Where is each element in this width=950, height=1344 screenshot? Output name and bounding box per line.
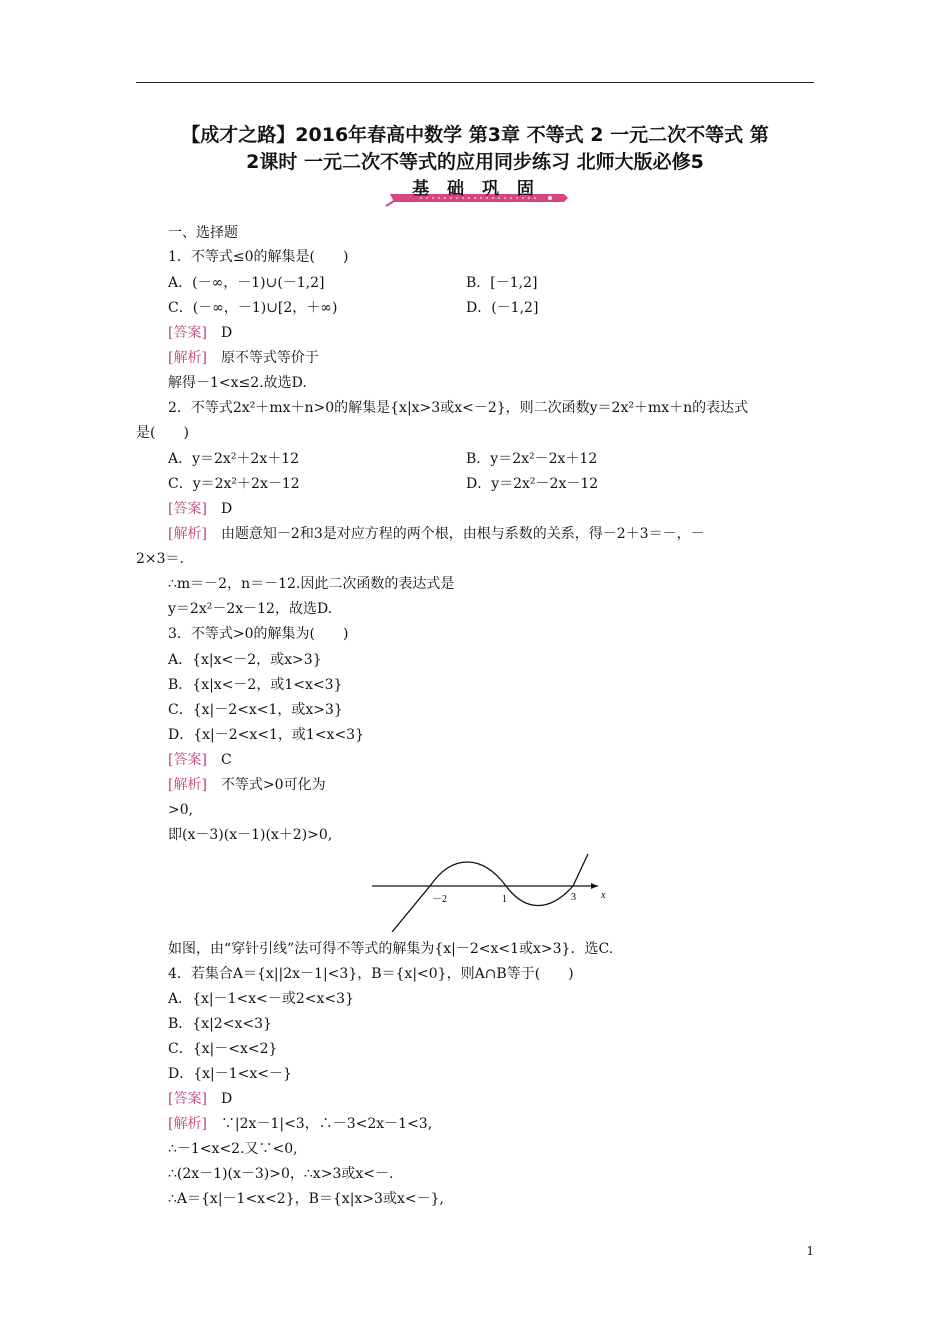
- answer-value: D: [220, 325, 233, 341]
- answer-value: C: [220, 752, 232, 768]
- q2-analysis: [168, 524, 705, 544]
- answer-value: D: [220, 501, 233, 517]
- title-line-2: 2课时 一元二次不等式的应用同步练习 北师大版必修5: [246, 151, 704, 173]
- page-number: 1: [806, 1244, 814, 1258]
- section-heading: 一、选择题: [168, 225, 238, 241]
- analysis-tag: [解析]: [168, 777, 207, 793]
- graph-label-1: 1: [502, 894, 507, 905]
- q3-step-2: 即(x－3)(x－1)(x＋2)>0,: [168, 827, 333, 843]
- q2-option-a: A．y＝2x²＋2x＋12: [168, 451, 300, 467]
- q1-option-c: C．(－∞，－1)∪[2，＋∞): [168, 300, 338, 316]
- analysis-text: 原不等式等价于: [220, 350, 319, 366]
- q3-step-1: >0,: [168, 802, 194, 818]
- q3-answer: [168, 750, 232, 770]
- q1-solution: 解得－1<x≤2.故选D.: [168, 375, 307, 391]
- answer-tag: [答案]: [168, 752, 207, 768]
- q2-step-1: ∴m＝－2，n＝－12.因此二次函数的表达式是: [168, 576, 455, 592]
- graph-axis-x: x: [601, 890, 606, 901]
- question-1: 1．不等式≤0的解集是( ): [168, 249, 349, 265]
- title-line-1: 【成才之路】2016年春高中数学 第3章 不等式 2 一元二次不等式 第: [181, 124, 769, 146]
- q3-option-d: D．{x|－2<x<1，或1<x<3}: [168, 727, 364, 743]
- graph-label-neg2: －2: [432, 894, 447, 905]
- q4-option-b: B．{x|2<x<3}: [168, 1016, 272, 1032]
- q4-step-2: ∴(2x－1)(x－3)>0，∴x>3或x<－.: [168, 1166, 394, 1182]
- q2-analysis-cont: 2×3＝.: [136, 551, 184, 567]
- q1-answer: [168, 323, 232, 343]
- analysis-text: ∵|2x－1|<3，∴－3<2x－1<3,: [220, 1116, 433, 1132]
- analysis-tag: [解析]: [168, 526, 207, 542]
- question-4: 4．若集合A＝{x||2x－1|<3}，B＝{x|<0}，则A∩B等于( ): [168, 966, 574, 982]
- q1-option-a: A．(－∞，－1)∪(－1,2]: [168, 275, 325, 291]
- question-2: 2．不等式2x²＋mx＋n>0的解集是{x|x>3或x<－2}，则二次函数y＝2x²＋mx＋n的表达式: [168, 400, 749, 416]
- q3-step-3: 如图，由“穿针引线”法可得不等式的解集为{x|－2<x<1或x>3}．选C.: [168, 941, 614, 957]
- q3-option-c: C．{x|－2<x<1，或x>3}: [168, 702, 343, 718]
- document-title: [136, 122, 814, 176]
- q2-option-c: C．y＝2x²＋2x－12: [168, 476, 300, 492]
- q1-option-b: B．[－1,2]: [466, 275, 538, 291]
- q2-option-d: D．y＝2x²－2x－12: [466, 476, 599, 492]
- q2-answer: [168, 499, 232, 519]
- banner-title: 基 础 巩 固: [412, 179, 540, 199]
- q3-option-b: B．{x|x<－2，或1<x<3}: [168, 677, 343, 693]
- q1-analysis: [168, 348, 319, 368]
- q3-option-a: A．{x|x<－2，或x>3}: [168, 652, 322, 668]
- q4-answer: [168, 1089, 232, 1109]
- q2-option-b: B．y＝2x²－2x＋12: [466, 451, 598, 467]
- answer-value: D: [220, 1091, 233, 1107]
- q4-option-a: A．{x|－1<x<－或2<x<3}: [168, 991, 354, 1007]
- graph-label-3: 3: [571, 892, 576, 903]
- q4-analysis: [168, 1114, 432, 1134]
- q2-step-2: y＝2x²－2x－12，故选D.: [168, 601, 333, 617]
- q1-option-d: D．(－1,2]: [466, 300, 539, 316]
- header-rule: [136, 82, 814, 83]
- answer-tag: [答案]: [168, 1091, 207, 1107]
- q4-step-1: ∴－1<x<2.又∵<0,: [168, 1141, 298, 1157]
- question-2-cont: 是( ): [136, 425, 189, 441]
- sign-graph: [368, 848, 608, 932]
- q4-option-c: C．{x|－<x<2}: [168, 1041, 278, 1057]
- q4-option-d: D．{x|－1<x<－}: [168, 1066, 292, 1082]
- q4-step-3: ∴A＝{x|－1<x<2}，B＝{x|x>3或x<－},: [168, 1191, 444, 1207]
- analysis-text: 由题意知－2和3是对应方程的两个根，由根与系数的关系，得－2＋3＝－，－: [220, 526, 705, 542]
- q3-analysis: [168, 775, 326, 795]
- answer-tag: [答案]: [168, 325, 207, 341]
- analysis-text: 不等式>0可化为: [220, 777, 326, 793]
- question-3: 3．不等式>0的解集为( ): [168, 626, 349, 642]
- answer-tag: [答案]: [168, 501, 207, 517]
- analysis-tag: [解析]: [168, 350, 207, 366]
- analysis-tag: [解析]: [168, 1116, 207, 1132]
